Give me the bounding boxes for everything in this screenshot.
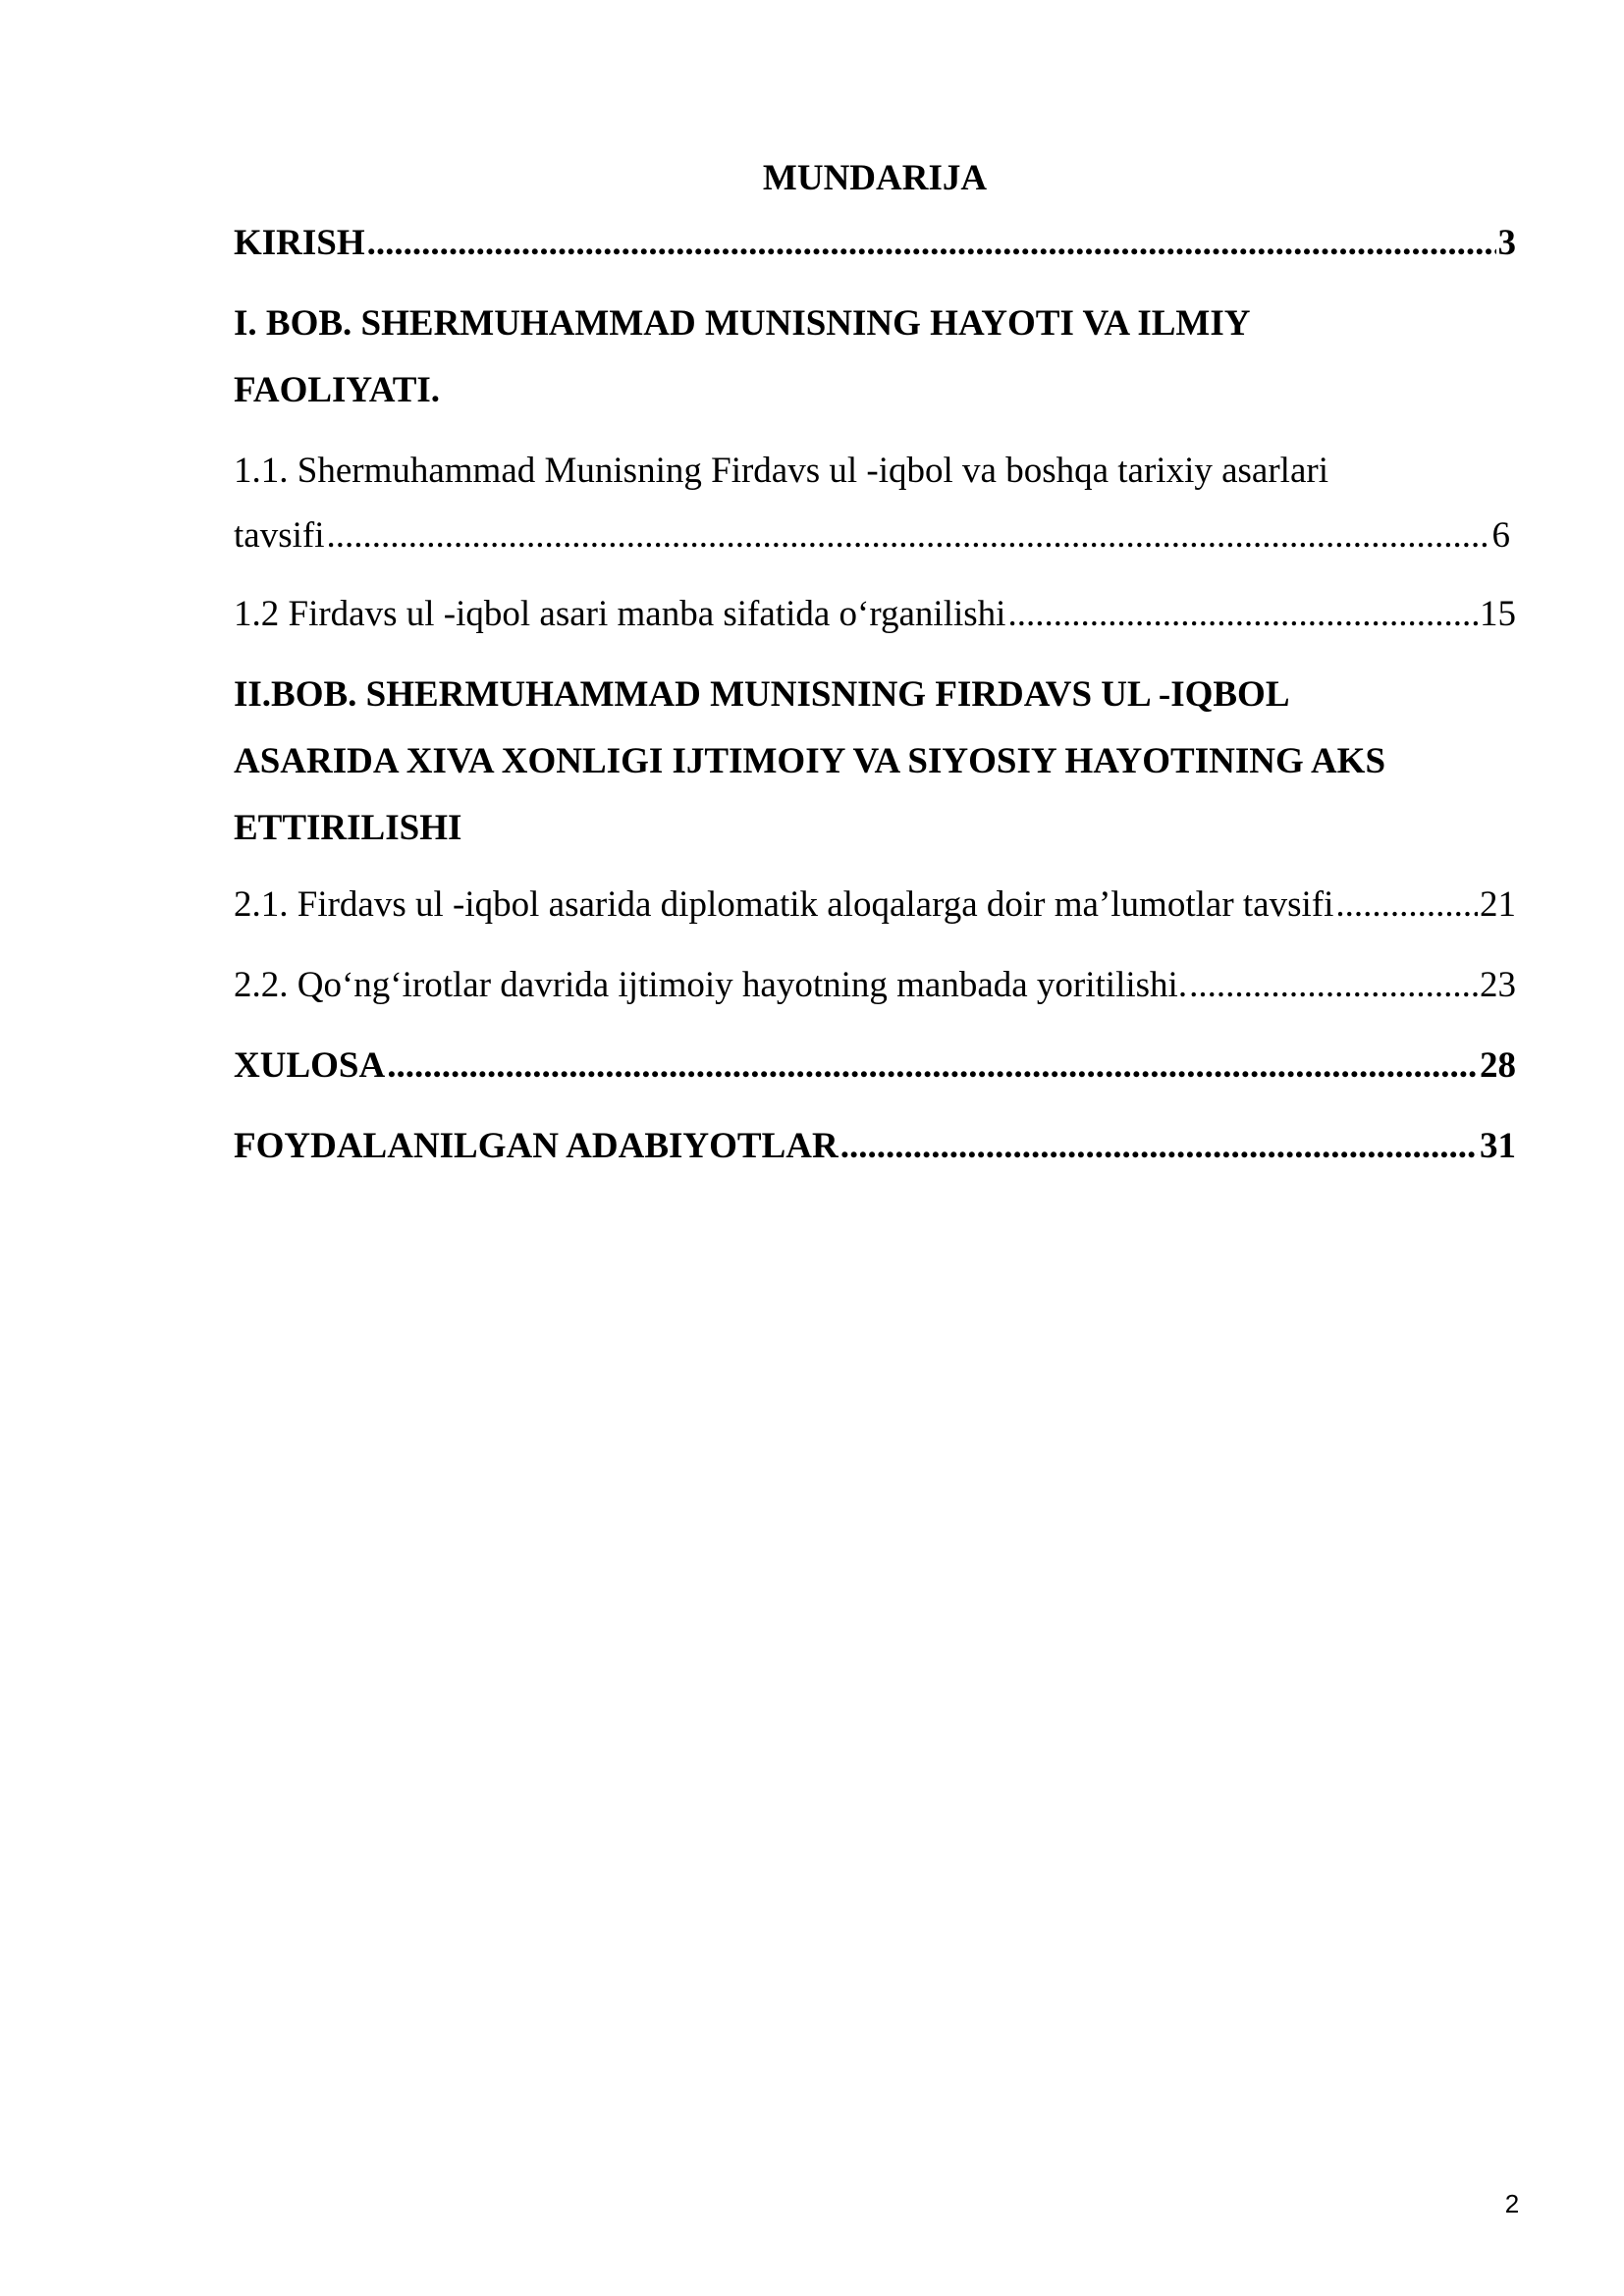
toc-entry-label: 1.2 Firdavs ul -iqbol asari manba sifatida o‘rganilishi	[234, 594, 1006, 634]
toc-page-number: 31	[1480, 1126, 1516, 1166]
toc-entry-2-2[interactable]	[234, 964, 1516, 1006]
toc-chapter-line: ASARIDA XIVA XONLIGI IJTIMOIY VA SIYOSIY HAYOTINING AKS	[234, 741, 1386, 781]
page-title: MUNDARIJA	[762, 158, 988, 198]
toc-entry-label: XULOSA	[234, 1045, 386, 1086]
toc-entry-adabiyotlar[interactable]	[234, 1125, 1516, 1167]
toc-entry-label: 2.1. Firdavs ul -iqbol asarida diplomatik aloqalarga doir ma’lumotlar tavsifi	[234, 884, 1334, 925]
toc-entry-label: KIRISH	[234, 223, 365, 263]
dot-leader	[367, 222, 1496, 264]
toc-entry-label: 2.2. Qo‘ng‘irotlar davrida ijtimoiy hayotning manbada yoritilishi.	[234, 965, 1188, 1005]
toc-entry-1-1[interactable]	[234, 448, 1516, 560]
toc-chapter-line: FAOLIYATI.	[234, 370, 441, 410]
page-number: 2	[1504, 2189, 1520, 2218]
dot-leader	[840, 1125, 1478, 1167]
toc-page-number: 3	[1497, 223, 1516, 263]
toc-chapter-line: II.BOB. SHERMUHAMMAD MUNISNING FIRDAVS UL -IQBOL	[234, 674, 1290, 715]
toc-page-number: 23	[1480, 965, 1516, 1005]
toc-page-number: 21	[1480, 884, 1516, 925]
dot-leader	[1189, 964, 1478, 1006]
toc-chapter-line: ETTIRILISHI	[234, 808, 462, 848]
toc-chapter-2[interactable]	[234, 662, 1516, 862]
toc-page-number: 6	[1491, 515, 1510, 556]
dot-leader	[326, 512, 1489, 560]
dot-leader	[387, 1044, 1478, 1087]
toc-entry-label: 1.1. Shermuhammad Munisning Firdavs ul -iqbol va boshqa tarixiy asarlari	[234, 451, 1328, 491]
toc-entry-1-2[interactable]	[234, 593, 1516, 635]
toc-page-number: 15	[1480, 594, 1516, 634]
dot-leader	[1335, 883, 1478, 926]
dot-leader	[1007, 593, 1478, 635]
toc-page-number: 28	[1480, 1045, 1516, 1086]
toc-chapter-line: I. BOB. SHERMUHAMMAD MUNISNING HAYOTI VA ILMIY	[234, 303, 1251, 344]
toc-chapter-1[interactable]	[234, 291, 1516, 424]
toc-entry-xulosa[interactable]	[234, 1044, 1516, 1087]
toc-entry-kirish[interactable]	[234, 222, 1516, 264]
toc-entry-label: tavsifi	[234, 515, 325, 556]
toc-entry-2-1[interactable]	[234, 883, 1516, 926]
toc-entry-label: FOYDALANILGAN ADABIYOTLAR	[234, 1126, 839, 1166]
